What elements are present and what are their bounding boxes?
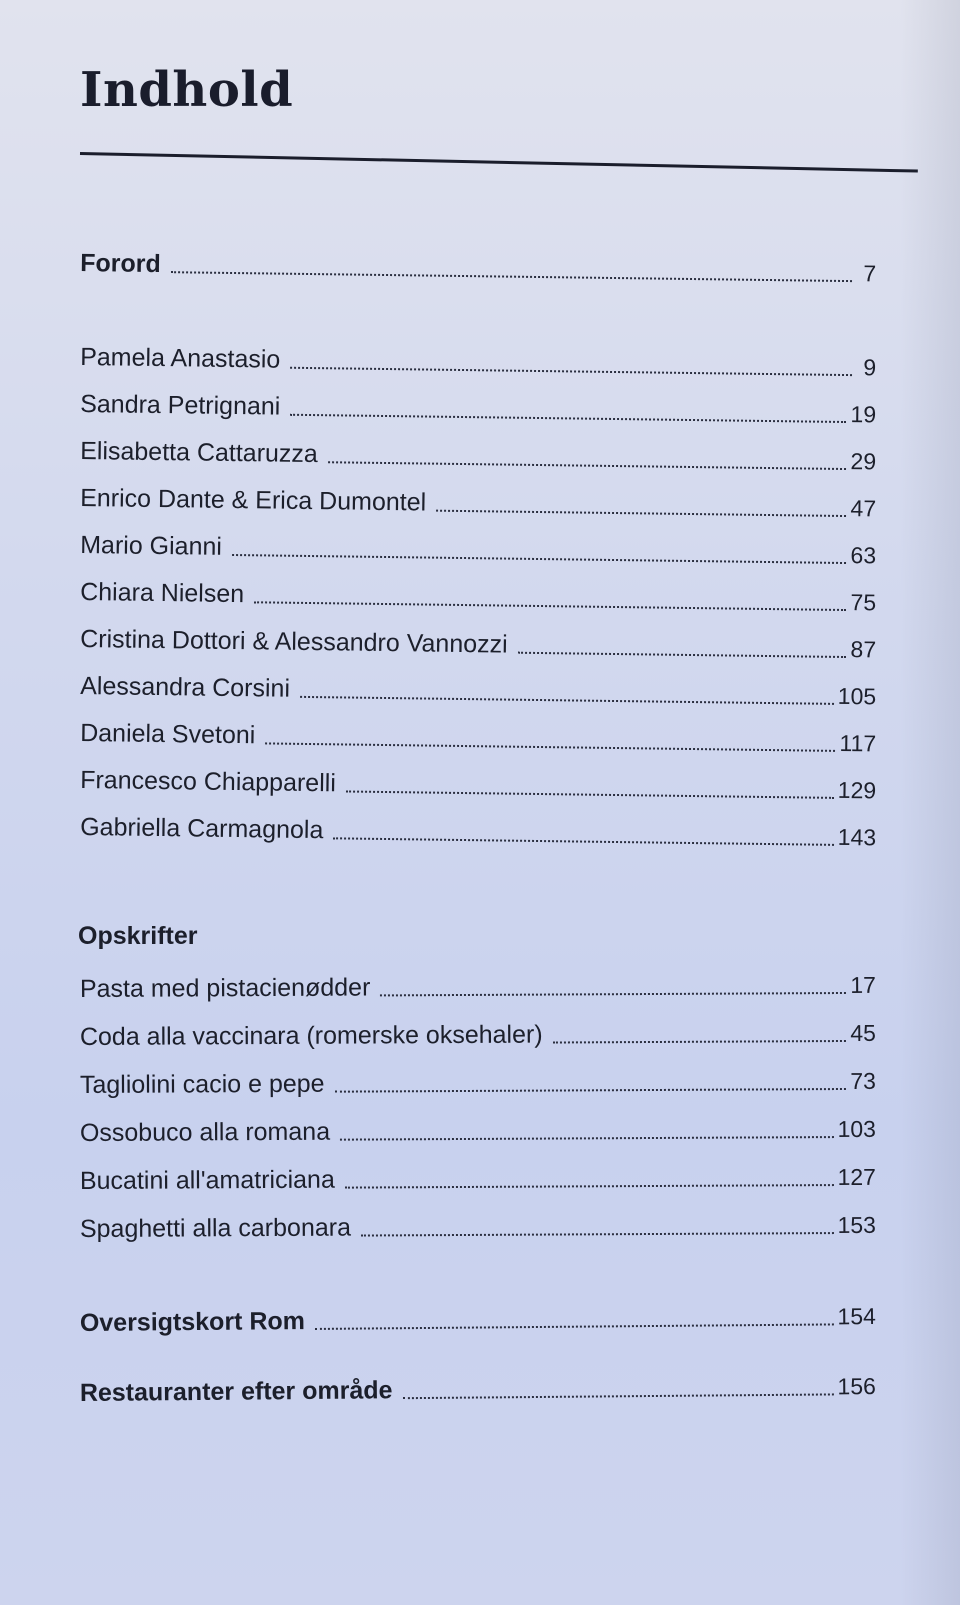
toc-entry-page: 87	[850, 636, 877, 663]
toc-entry-contributor	[80, 520, 876, 570]
toc-entry-label: Francesco Chiapparelli	[80, 766, 337, 798]
toc-entry-contributor	[80, 755, 876, 805]
page-title: Indhold	[80, 62, 294, 118]
dot-leader	[361, 1232, 834, 1236]
toc-entry-page: 153	[837, 1211, 876, 1239]
dot-leader	[346, 790, 834, 798]
toc-entry-label: Spaghetti alla carbonara	[79, 1213, 352, 1243]
toc-entry-page: 9	[863, 354, 877, 381]
toc-entry-contributor	[80, 708, 876, 758]
toc-entry-recipe	[80, 1008, 876, 1052]
toc-entry-page: 129	[837, 776, 877, 804]
toc-entry-page: 19	[850, 401, 877, 428]
toc-entry-recipe	[80, 1056, 876, 1100]
toc-entry-page: 29	[850, 448, 877, 475]
title-rule	[80, 152, 918, 173]
toc-entry-contributor	[80, 567, 876, 617]
toc-entry-label: Mario Gianni	[80, 531, 223, 561]
dot-leader	[333, 837, 833, 846]
dot-leader	[518, 652, 847, 658]
dot-leader	[345, 1184, 834, 1189]
toc-entry-page: 154	[837, 1303, 876, 1330]
toc-entry-contributor	[80, 614, 876, 664]
toc-entry-label: Coda alla vaccinara (romerske oksehaler)	[79, 1020, 543, 1051]
toc-entry-label: Cristina Dottori & Alessandro Vannozzi	[80, 625, 508, 659]
toc-entry-label: Oversigtskort Rom	[79, 1307, 306, 1337]
dot-leader	[315, 1323, 834, 1330]
toc-entry-label: Ossobuco alla romana	[79, 1117, 331, 1147]
dot-leader	[335, 1088, 847, 1093]
toc-entry-label: Pamela Anastasio	[80, 343, 281, 374]
toc-entry-label: Tagliolini cacio e pepe	[79, 1069, 325, 1099]
toc-entry-recipe	[80, 1200, 876, 1244]
dot-leader	[380, 992, 846, 996]
dot-leader	[254, 601, 846, 611]
toc-entry-page: 75	[850, 589, 877, 616]
toc-entry-recipe	[80, 1152, 876, 1196]
toc-entry-label: Pasta med pistacienødder	[79, 973, 371, 1003]
toc-entry-label: Forord	[80, 249, 161, 279]
toc-entry-label: Daniela Svetoni	[80, 719, 256, 750]
dot-leader	[232, 554, 847, 564]
toc-entry-contributor	[80, 661, 876, 711]
toc-entry-page: 45	[850, 1019, 876, 1046]
toc-entry-label: Bucatini all'amatriciana	[79, 1165, 335, 1195]
toc-entry-contributor	[80, 802, 876, 852]
dot-leader	[300, 696, 834, 705]
toc-entry-label: Chiara Nielsen	[80, 578, 245, 609]
toc-entry-label: Gabriella Carmagnola	[80, 813, 324, 845]
toc-entry-contributor	[80, 379, 876, 429]
dot-leader	[265, 742, 835, 751]
dot-leader	[340, 1136, 833, 1141]
toc-entry-label: Enrico Dante & Erica Dumontel	[80, 484, 427, 517]
toc-entry-contributor	[80, 426, 876, 476]
toc-entry-contributor	[80, 332, 876, 382]
toc-entry-page: 73	[850, 1067, 876, 1094]
toc-entry-foreword	[80, 238, 876, 288]
toc-entry-page: 127	[837, 1163, 876, 1191]
toc-entry-recipe	[80, 960, 876, 1004]
toc-entry-page: 156	[837, 1373, 876, 1400]
toc-entry-recipe	[80, 1104, 876, 1148]
toc-entry-page: 63	[850, 542, 877, 569]
dot-leader	[171, 271, 852, 282]
toc-entry-map	[80, 1291, 876, 1338]
toc-entry-page: 117	[839, 729, 877, 757]
toc-entry-page: 105	[837, 682, 877, 710]
toc-entry-label: Restauranter efter område	[79, 1376, 393, 1407]
recipes-heading: Opskrifter	[78, 922, 198, 950]
toc-entry-label: Sandra Petrignani	[80, 390, 281, 421]
toc-entry-page: 143	[837, 823, 877, 851]
toc-entry-page: 17	[850, 971, 876, 998]
toc-entry-label: Elisabetta Cattaruzza	[80, 437, 318, 469]
dot-leader	[328, 461, 847, 470]
dot-leader	[290, 367, 852, 376]
toc-entry-page: 103	[837, 1115, 876, 1143]
dot-leader	[436, 510, 846, 517]
toc-entry-page: 7	[863, 260, 877, 287]
dot-leader	[403, 1393, 834, 1399]
toc-entry-label: Alessandra Corsini	[80, 672, 291, 703]
toc-entry-contributor	[80, 473, 876, 523]
toc-entry-page: 47	[850, 495, 877, 522]
dot-leader	[290, 414, 846, 423]
toc-entry-restaurants	[80, 1361, 876, 1408]
dot-leader	[553, 1040, 847, 1044]
